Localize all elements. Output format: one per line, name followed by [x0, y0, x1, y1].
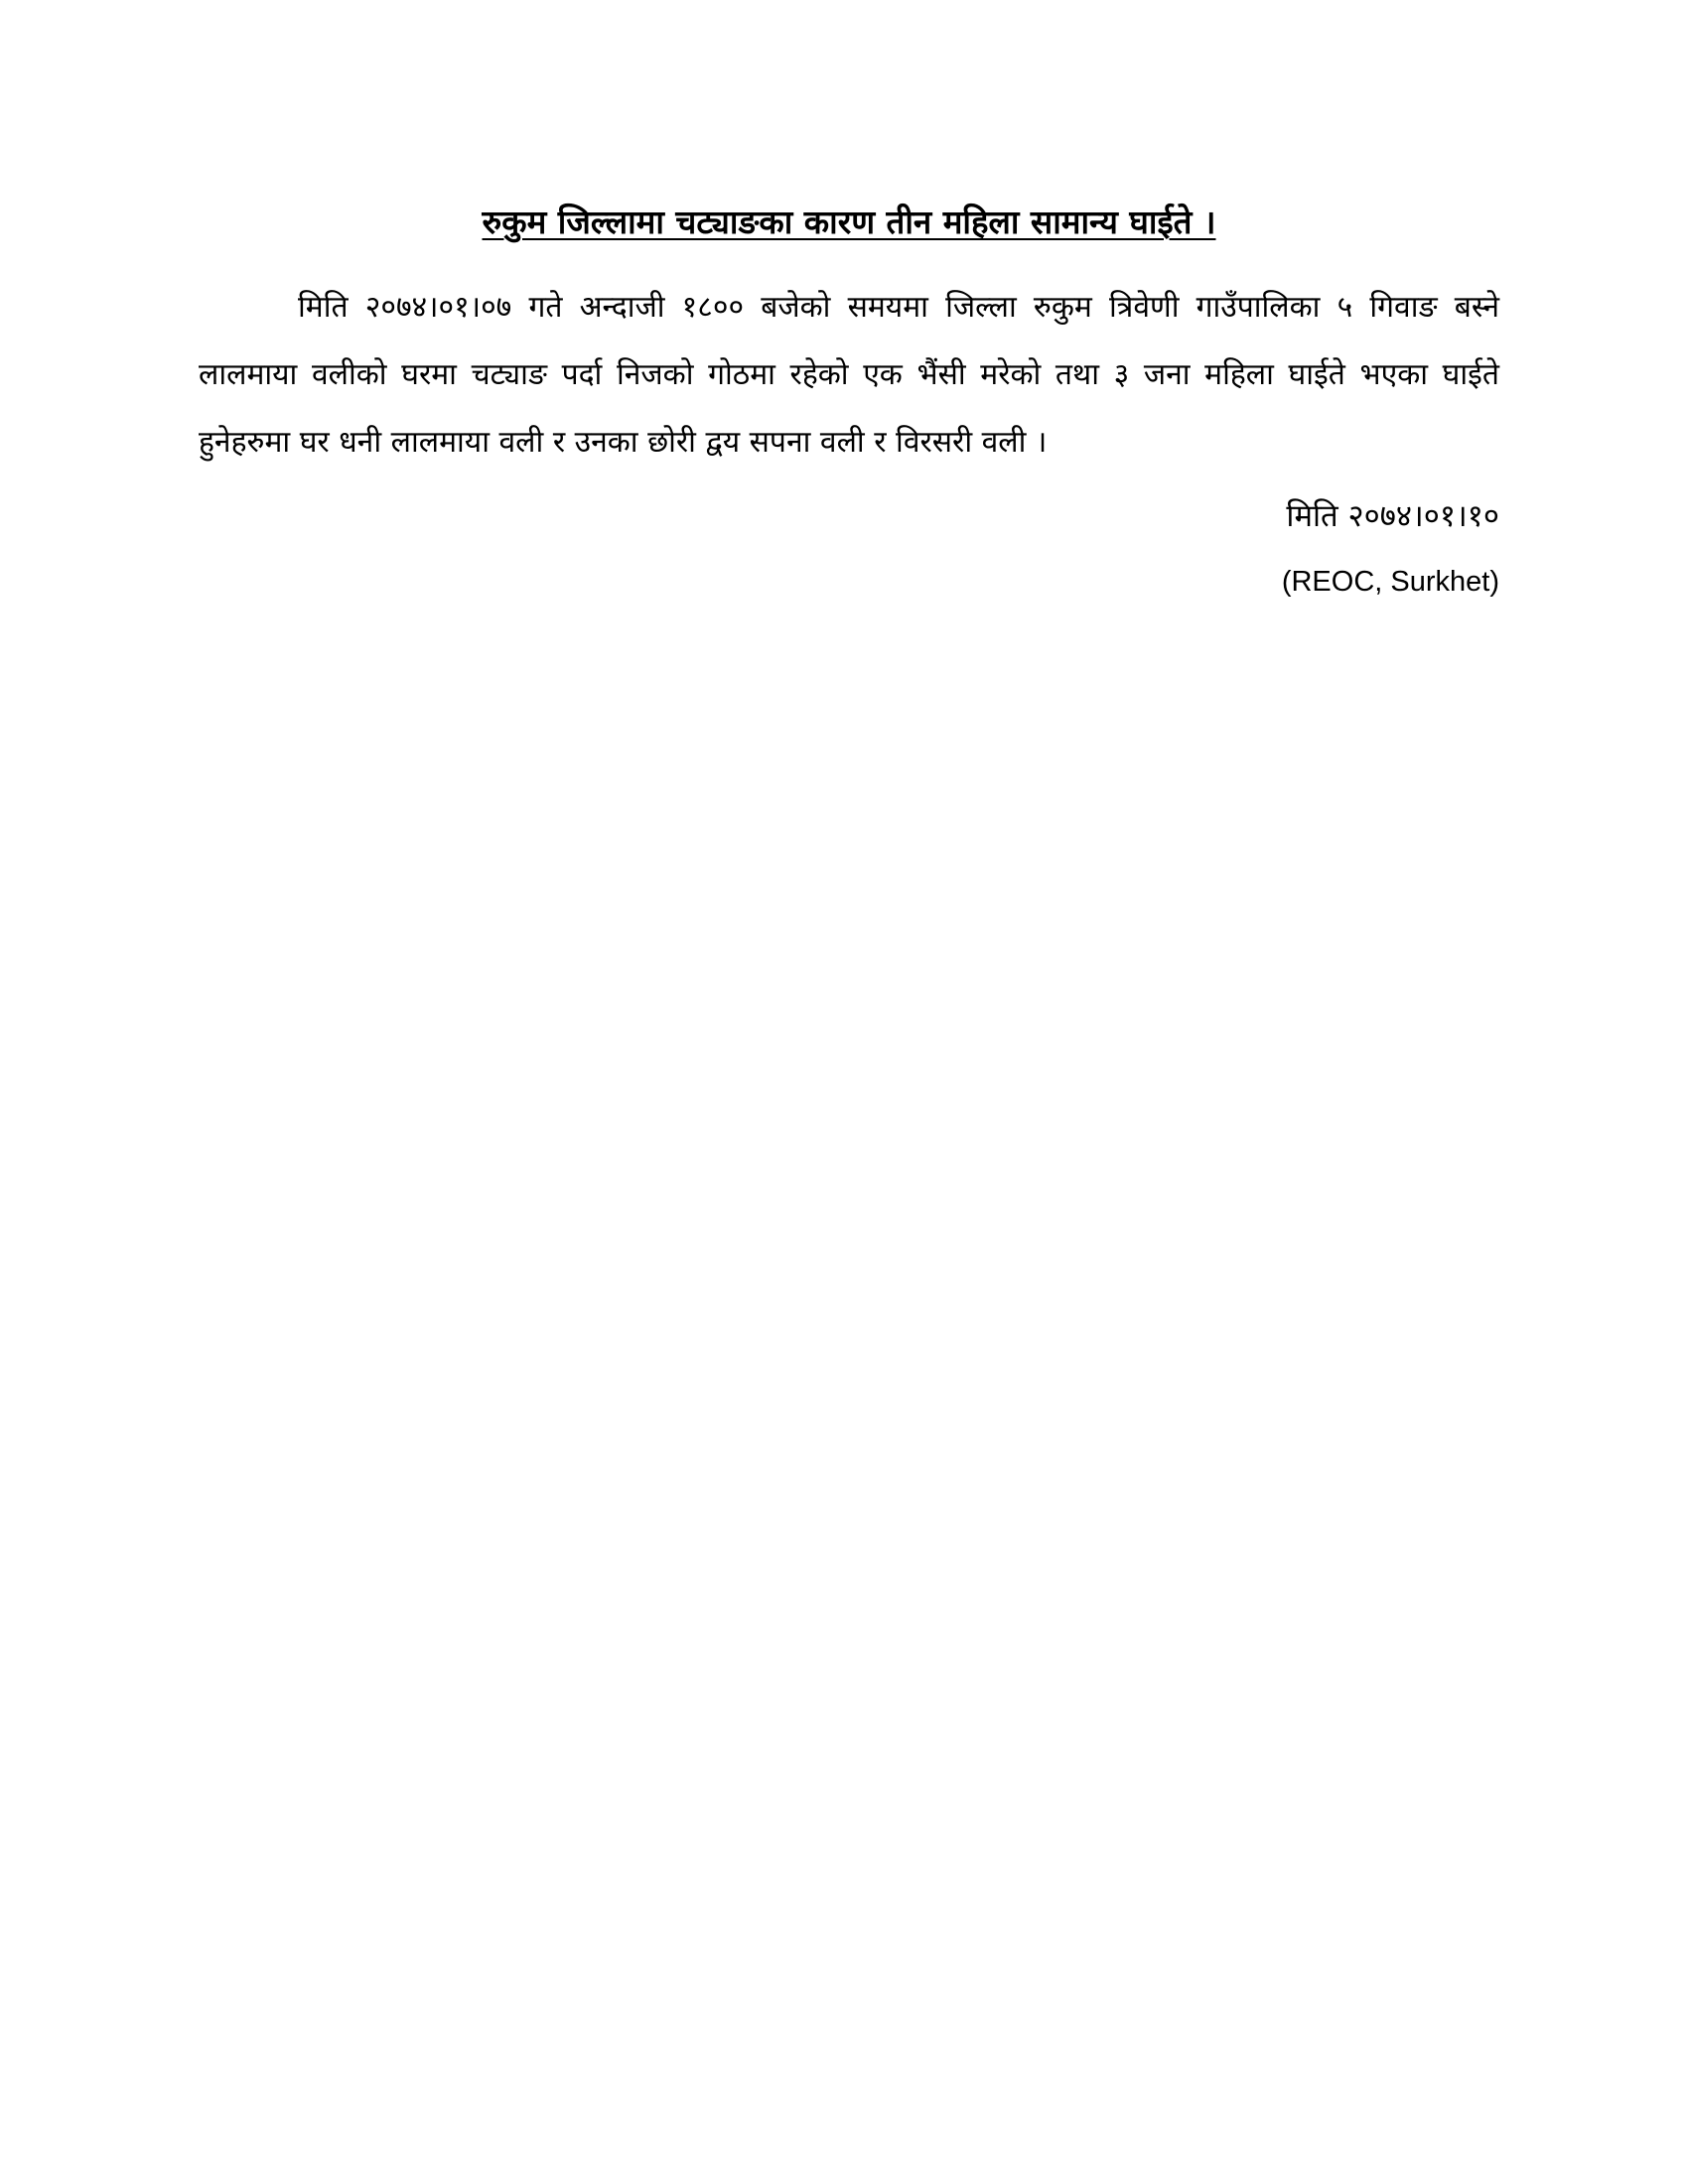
- document-date: मिति २०७४।०१।१०: [1286, 498, 1499, 534]
- document-title: [199, 201, 1499, 244]
- document-source: (REOC, Surkhet): [1281, 566, 1499, 598]
- document-title-text: रुकुम जिल्लामा चट्याङका कारण तीन महिला सामान्य घाईते ।: [482, 203, 1216, 241]
- document-body-paragraph: मिति २०७४।०१।०७ गते अन्दाजी १८०० बजेको समयमा जिल्ला रुकुम त्रिवेणी गाउँपालिका ५ गिवाङ बस्ने लालमाया वलीको घरमा चट्याङ पर्दा निजको गोठमा रहेको एक भैंसी मरेको तथा ३ जना महिला घाईते भएका घाईते हुनेहरुमा घर धनी लालमाया वली र उनका छोरी द्वय सपना वली र विरसरी वली ।: [199, 290, 1499, 460]
